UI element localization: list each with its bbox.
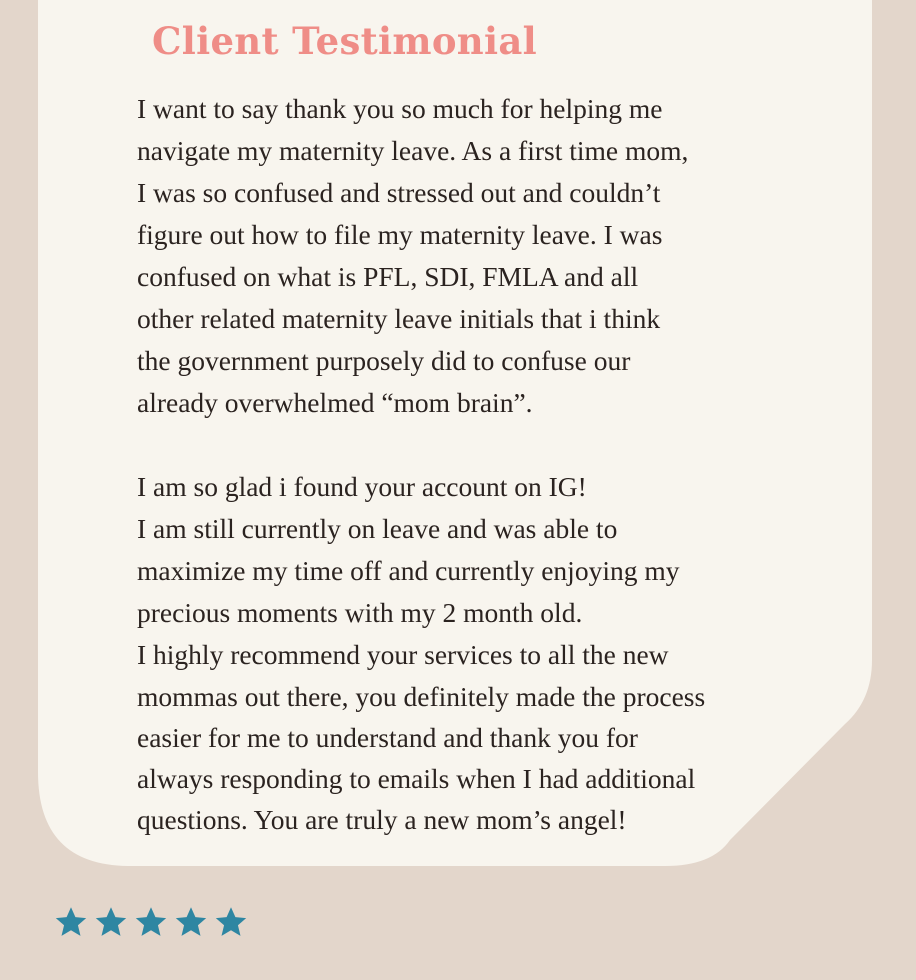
paragraph-gap — [137, 424, 797, 466]
testimonial-line: I was so confused and stressed out and couldn’t — [137, 177, 661, 208]
testimonial-line: mommas out there, you definitely made the process — [137, 681, 706, 712]
star-icon — [54, 905, 88, 939]
testimonial-line: questions. You are truly a new mom’s angel! — [137, 804, 627, 835]
testimonial-line: I am still currently on leave and was able to — [137, 513, 618, 544]
testimonial-line: easier for me to understand and thank you for — [137, 722, 638, 753]
testimonial-line: navigate my maternity leave. As a first time mom, — [137, 135, 689, 166]
testimonial-line: I want to say thank you so much for helping me — [137, 93, 663, 124]
testimonial-line: confused on what is PFL, SDI, FMLA and all — [137, 261, 639, 292]
testimonial-line: always responding to emails when I had additional — [137, 763, 696, 794]
testimonial-line: already overwhelmed “mom brain”. — [137, 387, 533, 418]
testimonial-line: maximize my time off and currently enjoying my — [137, 555, 680, 586]
testimonial-body — [137, 88, 797, 840]
testimonial-heading: Client Testimonial — [152, 19, 537, 63]
testimonial-line: the government purposely did to confuse our — [137, 345, 631, 376]
testimonial-line: I highly recommend your services to all the new — [137, 639, 669, 670]
star-icon — [94, 905, 128, 939]
star-icon — [174, 905, 208, 939]
star-icon — [214, 905, 248, 939]
testimonial-line: precious moments with my 2 month old. — [137, 597, 583, 628]
star-rating — [54, 905, 248, 939]
testimonial-line: I am so glad i found your account on IG! — [137, 471, 587, 502]
testimonial-line: other related maternity leave initials that i think — [137, 303, 661, 334]
testimonial-line: figure out how to file my maternity leave. I was — [137, 219, 663, 250]
star-icon — [134, 905, 168, 939]
